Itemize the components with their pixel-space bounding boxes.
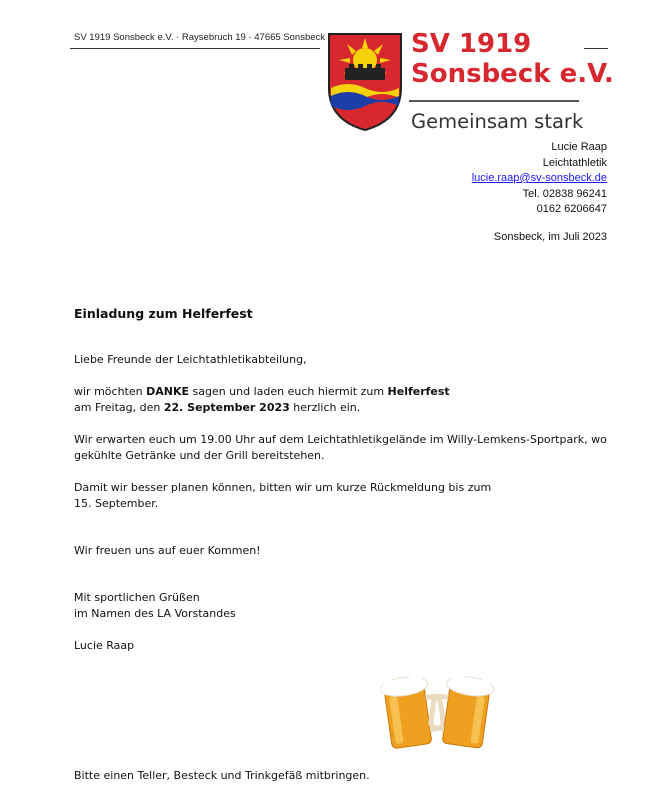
club-crest-icon [325,30,405,132]
event-name-emphasis: Helferfest [387,385,450,398]
club-name-divider [409,100,579,102]
club-name [411,29,614,89]
text-span: am Freitag, den [74,401,164,414]
address-divider [70,48,320,49]
signature: Lucie Raap [74,639,135,652]
contact-phone: Tel. 02838 96241 [522,187,607,200]
club-name-line2: Sonsbeck e.V. [411,59,614,89]
sender-address-line: SV 1919 Sonsbeck e.V. · Raysebruch 19 · 47665 Sonsbeck [74,32,326,43]
paragraph-closing-wish: Wir freuen uns auf euer Kommen! [74,544,261,557]
letter-greeting: Liebe Freunde der Leichtathletikabteilung, [74,353,307,366]
location-line-1: Wir erwarten euch um 19.00 Uhr auf dem Leichtathletikgelände im Willy-Lemkens-Sportpark, wo [74,433,607,446]
contact-department: Leichtathletik [542,156,607,169]
text-span: herzlich ein. [289,401,361,414]
club-name-line1: SV 1919 [411,29,532,59]
footer-note: Bitte einen Teller, Besteck und Trinkgefäß mitbringen. [74,769,370,782]
closing-block [74,590,236,622]
letter-subject: Einladung zum Helferfest [74,306,253,321]
closing-line-2: im Namen des LA Vorstandes [74,607,236,620]
club-slogan: Gemeinsam stark [411,110,584,133]
contact-name: Lucie Raap [551,141,607,153]
contact-email-link[interactable]: lucie.raap@sv-sonsbeck.de [471,172,607,184]
beer-mugs-icon [380,672,498,752]
contact-block [472,140,607,218]
location-line-2: gekühlte Getränke und der Grill bereitstehen. [74,449,325,462]
paragraph-location [74,432,607,464]
event-date-emphasis: 22. September 2023 [163,401,290,414]
closing-line-1: Mit sportlichen Grüßen [74,591,200,604]
rsvp-line-1: Damit wir besser planen können, bitten wir um kurze Rückmeldung bis zum [74,481,492,494]
text-span: sagen und laden euch hiermit zum [188,385,388,398]
paragraph-rsvp [74,480,491,512]
date-line: Sonsbeck, im Juli 2023 [493,231,607,243]
paragraph-invitation [74,384,450,416]
text-span: wir möchten [74,385,147,398]
rsvp-line-2: 15. September. [74,497,159,510]
thanks-emphasis: DANKE [146,385,189,398]
contact-mobile: 0162 6206647 [536,203,607,215]
